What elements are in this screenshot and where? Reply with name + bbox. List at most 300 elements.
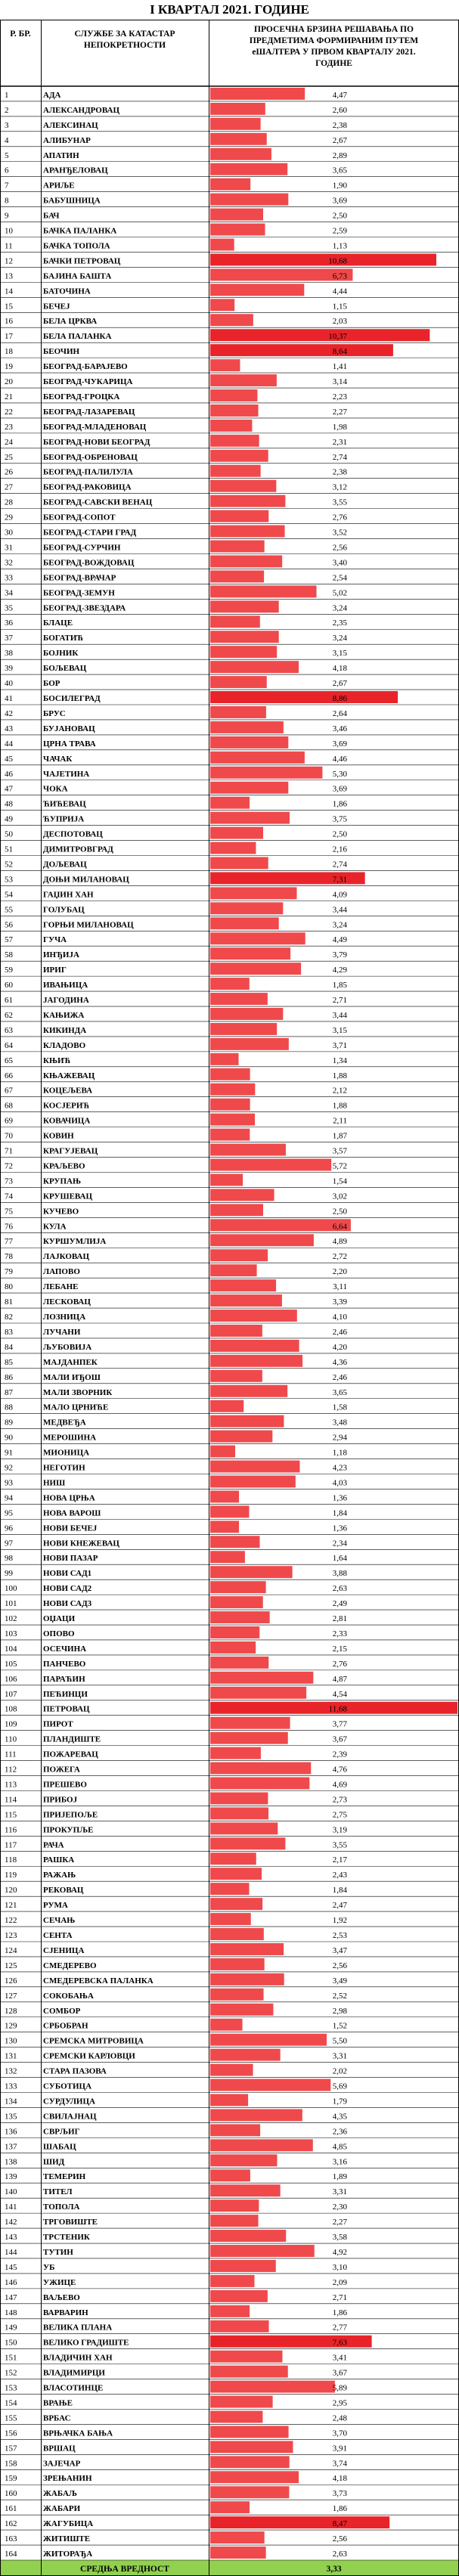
row-number: 137: [5, 2142, 17, 2152]
row-service-name: ТУТИН: [43, 2247, 73, 2257]
row-service-name: ЖАБАРИ: [43, 2504, 81, 2514]
bar: [210, 917, 279, 929]
row-number: 92: [5, 1463, 13, 1473]
row-service-name: ПАНЧЕВО: [43, 1659, 86, 1669]
bar: [210, 585, 317, 597]
data-label: 3,65: [332, 1387, 347, 1397]
row-service-name: НЕГОТИН: [43, 1463, 85, 1473]
footer-background: [0, 2560, 459, 2576]
data-label: 2,50: [332, 1207, 347, 1217]
data-label: 2,50: [332, 829, 347, 839]
row-service-name: ГУЧА: [43, 935, 67, 945]
row-number: 37: [5, 634, 13, 643]
row-service-name: СРБОБРАН: [43, 2021, 88, 2031]
row-service-name: НОВИ САД1: [43, 1569, 92, 1579]
row-number: 82: [5, 1313, 13, 1322]
data-label: 4,18: [332, 664, 347, 674]
bar: [210, 721, 284, 733]
data-label: 3,16: [332, 2157, 347, 2167]
row-number: 13: [5, 271, 13, 281]
data-label: 2,77: [332, 2323, 347, 2333]
bar: [210, 767, 322, 779]
bar: [210, 2004, 273, 2016]
header-speed: ГОДИНЕ: [315, 59, 352, 68]
data-label: 1,85: [332, 981, 347, 990]
row-number: 138: [5, 2157, 17, 2167]
bar: [210, 842, 256, 854]
bar: [210, 359, 240, 371]
bar: [210, 1687, 306, 1699]
row-service-name: КРАЉЕВО: [43, 1161, 85, 1171]
row-service-name: ПЕТРОВАЦ: [43, 1704, 90, 1714]
data-label: 3,47: [332, 1945, 347, 1955]
row-number: 111: [5, 1750, 17, 1759]
row-service-name: ДОЉЕВАЦ: [43, 860, 87, 870]
row-number: 131: [5, 2051, 17, 2061]
data-label: 4,44: [332, 287, 347, 296]
row-service-name: КУЛА: [43, 1222, 67, 1232]
bar: [210, 133, 267, 145]
bar: [210, 1551, 245, 1563]
row-number: 125: [5, 1961, 17, 1970]
row-number: 143: [5, 2233, 17, 2243]
row-number: 153: [5, 2383, 17, 2393]
row-number: 162: [5, 2519, 17, 2529]
bar: [210, 1581, 266, 1593]
data-label: 1,18: [332, 1448, 347, 1458]
row-service-name: МАЈДАНПЕК: [43, 1357, 98, 1367]
bar: [210, 1732, 288, 1744]
row-number: 33: [5, 573, 13, 583]
bar: [210, 902, 283, 914]
row-number: 164: [5, 2550, 17, 2559]
row-service-name: МЕРОШИНА: [43, 1433, 97, 1443]
bar: [210, 600, 279, 612]
bar: [210, 2184, 281, 2196]
bar: [210, 2215, 259, 2227]
data-label: 2,60: [332, 105, 347, 115]
row-number: 39: [5, 664, 13, 674]
row-service-name: АРИЉЕ: [43, 181, 75, 191]
row-number: 60: [5, 981, 13, 990]
row-number: 105: [5, 1659, 17, 1669]
data-label: 2,56: [332, 1961, 347, 1970]
row-number: 161: [5, 2504, 17, 2514]
row-number: 147: [5, 2292, 17, 2302]
row-service-name: АДА: [43, 90, 61, 100]
data-label: 4,85: [332, 2142, 347, 2152]
row-service-name: ЖАБАЉ: [43, 2489, 77, 2499]
bar: [210, 555, 282, 567]
data-label: 2,46: [332, 1372, 347, 1382]
data-label: 3,49: [332, 1976, 347, 1985]
row-number: 73: [5, 1176, 13, 1186]
row-number: 152: [5, 2368, 17, 2378]
row-number: 86: [5, 1372, 13, 1382]
data-label: 2,63: [332, 1584, 347, 1594]
row-service-name: ВАЉЕВО: [43, 2292, 80, 2302]
row-service-name: БАЧ: [43, 211, 60, 221]
row-number: 97: [5, 1539, 13, 1548]
row-service-name: БЕОГРАД-ВОЖДОВАЦ: [43, 558, 135, 568]
bar: [210, 1173, 243, 1186]
data-label: 4,36: [332, 1357, 347, 1367]
bar: [210, 194, 288, 206]
row-service-name: ШИД: [43, 2157, 65, 2167]
bar: [210, 2169, 250, 2181]
row-service-name: БЛАЦЕ: [43, 618, 73, 628]
row-number: 83: [5, 1327, 13, 1337]
bar: [210, 1370, 262, 1382]
row-number: 74: [5, 1192, 13, 1201]
row-number: 32: [5, 558, 13, 568]
data-label: 4,10: [332, 1313, 347, 1322]
data-label: 3,65: [332, 166, 347, 175]
data-label: 8,86: [332, 694, 347, 703]
data-label: 2,49: [332, 1599, 347, 1609]
data-label: 5,89: [332, 2383, 347, 2393]
data-label: 2,09: [332, 2277, 347, 2287]
row-number: 71: [5, 1146, 13, 1156]
bar: [210, 2245, 315, 2257]
data-label: 2,12: [332, 1086, 347, 1096]
row-service-name: БАЧКА ТОПОЛА: [43, 241, 110, 251]
bar: [210, 978, 250, 990]
row-service-name: ПЛАНДИШТЕ: [43, 1734, 101, 1744]
bar: [210, 284, 304, 296]
bar: [210, 103, 265, 115]
row-number: 118: [5, 1855, 17, 1865]
data-label: 2,73: [332, 1795, 347, 1805]
data-label: 4,92: [332, 2247, 347, 2257]
row-service-name: БАБУШНИЦА: [43, 196, 101, 206]
row-service-name: ВРШАЦ: [43, 2444, 76, 2454]
data-label: 1,64: [332, 1554, 347, 1564]
bar: [210, 1249, 268, 1261]
row-service-name: БАЧКИ ПЕТРОВАЦ: [43, 256, 121, 266]
data-label: 3,69: [332, 739, 347, 749]
row-service-name: СОМБОР: [43, 2006, 81, 2016]
data-label: 1,84: [332, 1508, 347, 1518]
row-service-name: ЛАЈКОВАЦ: [43, 1252, 90, 1262]
row-service-name: ВАРВАРИН: [43, 2308, 88, 2317]
row-number: 150: [5, 2338, 17, 2348]
data-label: 2,35: [332, 618, 347, 628]
bar: [210, 1943, 284, 1955]
data-label: 1,34: [332, 1056, 347, 1065]
data-label: 3,69: [332, 196, 347, 206]
data-label: 6,73: [332, 271, 347, 281]
data-label: 2,56: [332, 543, 347, 553]
data-label: 2,47: [332, 1901, 347, 1911]
row-number: 29: [5, 513, 13, 522]
row-service-name: РАЖАЊ: [43, 1871, 76, 1880]
bar: [210, 993, 268, 1005]
bar: [210, 963, 301, 975]
data-label: 4,03: [332, 1478, 347, 1488]
row-service-name: АРАНЂЕЛОВАЦ: [43, 166, 108, 175]
bar: [210, 1023, 277, 1035]
row-number: 163: [5, 2534, 17, 2544]
data-label: 2,43: [332, 1871, 347, 1880]
row-number: 133: [5, 2082, 17, 2091]
row-service-name: КРУШЕВАЦ: [43, 1192, 93, 1201]
row-number: 121: [5, 1901, 17, 1911]
row-number: 102: [5, 1614, 17, 1624]
row-service-name: БЕОГРАД-СОПОТ: [43, 513, 116, 522]
row-number: 43: [5, 724, 13, 733]
row-service-name: БАЈИНА БАШТА: [43, 271, 112, 281]
data-label: 4,18: [332, 2474, 347, 2484]
header-number: Р. БР.: [10, 29, 31, 39]
data-label: 2,48: [332, 2413, 347, 2423]
row-service-name: БЕОГРАД-НОВИ БЕОГРАД: [43, 437, 150, 447]
row-number: 15: [5, 302, 13, 312]
bar: [210, 2109, 302, 2121]
row-number: 114: [5, 1795, 17, 1805]
row-service-name: ЋИЋЕВАЦ: [43, 799, 86, 809]
data-label: 7,63: [332, 2338, 347, 2348]
row-service-name: МИОНИЦА: [43, 1448, 90, 1458]
bar: [210, 857, 268, 870]
data-label: 1,98: [332, 422, 347, 432]
bar: [210, 2351, 282, 2363]
data-label: 3,24: [332, 920, 347, 930]
data-label: 3,77: [332, 1719, 347, 1729]
header-speed: еШАЛТЕРА У ПРВОМ КВАРТАЛУ 2021.: [252, 48, 416, 57]
row-service-name: АЛЕКСАНДРОВАЦ: [43, 105, 119, 115]
row-service-name: АЛИБУНАР: [43, 135, 91, 145]
data-label: 3,24: [332, 603, 347, 613]
bar: [210, 615, 260, 628]
row-service-name: СУБОТИЦА: [43, 2082, 92, 2091]
bar: [210, 1958, 265, 1970]
row-number: 18: [5, 347, 13, 357]
row-number: 55: [5, 905, 13, 915]
data-label: 2,38: [332, 120, 347, 130]
row-number: 9: [5, 211, 9, 221]
data-label: 3,24: [332, 634, 347, 643]
row-number: 50: [5, 829, 13, 839]
row-number: 56: [5, 920, 13, 930]
bar: [210, 510, 268, 522]
row-service-name: БЕОГРАД-ВРАЧАР: [43, 573, 116, 583]
row-number: 45: [5, 754, 13, 764]
row-service-name: РАЧА: [43, 1840, 64, 1850]
row-service-name: РАШКА: [43, 1855, 75, 1865]
row-service-name: ЗАЈЕЧАР: [43, 2459, 81, 2469]
row-number: 1: [5, 90, 9, 100]
data-label: 2,76: [332, 1659, 347, 1669]
data-label: 2,81: [332, 1614, 347, 1624]
data-label: 3,44: [332, 1010, 347, 1020]
row-service-name: БЕОЧИН: [43, 347, 80, 357]
bar: [210, 2199, 259, 2212]
bar: [210, 691, 398, 703]
row-number: 11: [5, 241, 13, 251]
data-label: 3,71: [332, 1040, 347, 1050]
header-service: НЕПОКРЕТНОСТИ: [83, 41, 166, 50]
row-service-name: ПРОКУПЉЕ: [43, 1825, 94, 1835]
data-label: 2,33: [332, 1629, 347, 1638]
row-service-name: КИКИНДА: [43, 1025, 87, 1035]
data-label: 1,86: [332, 2504, 347, 2514]
bar: [210, 1053, 239, 1065]
data-label: 1,36: [332, 1493, 347, 1503]
bar: [210, 2501, 250, 2513]
row-service-name: МЕДВЕЂА: [43, 1418, 86, 1427]
bar: [210, 1520, 239, 1533]
row-service-name: ТИТЕЛ: [43, 2187, 73, 2197]
data-label: 2,23: [332, 392, 347, 401]
row-number: 14: [5, 287, 13, 296]
row-number: 4: [5, 135, 9, 145]
data-label: 3,91: [332, 2444, 347, 2454]
row-number: 96: [5, 1524, 13, 1533]
bar: [210, 1385, 287, 1397]
row-service-name: ПИРОТ: [43, 1719, 73, 1729]
data-label: 3,55: [332, 1840, 347, 1850]
row-number: 10: [5, 226, 13, 236]
row-service-name: СРЕМСКА МИТРОВИЦА: [43, 2036, 144, 2046]
bar: [210, 1114, 255, 1126]
bar: [210, 1400, 243, 1412]
row-service-name: ЛЕСКОВАЦ: [43, 1297, 91, 1307]
data-label: 1,90: [332, 181, 347, 191]
bar: [210, 2366, 288, 2378]
row-service-name: ВЛАДИЧИН ХАН: [43, 2353, 113, 2363]
bar: [210, 1505, 250, 1517]
row-service-name: КРУПАЊ: [43, 1176, 82, 1186]
row-number: 144: [5, 2247, 17, 2257]
data-label: 2,54: [332, 573, 347, 583]
bar: [210, 1762, 311, 1775]
footer-value: 3,33: [326, 2565, 342, 2574]
row-service-name: ТРГОВИШТЕ: [43, 2218, 98, 2227]
bar: [210, 118, 261, 130]
row-number: 68: [5, 1101, 13, 1111]
bar: [210, 2381, 335, 2393]
bar: [210, 1807, 268, 1819]
row-number: 28: [5, 498, 13, 507]
row-service-name: СЕНТА: [43, 1931, 73, 1940]
bar: [210, 1083, 255, 1096]
row-service-name: БУЈАНОВАЦ: [43, 724, 95, 733]
bar: [210, 450, 268, 462]
row-number: 87: [5, 1387, 13, 1397]
data-label: 2,76: [332, 513, 347, 522]
data-label: 3,44: [332, 905, 347, 915]
data-label: 1,58: [332, 1403, 347, 1412]
bar: [210, 1099, 250, 1111]
bar: [210, 1989, 264, 2001]
bar: [210, 314, 253, 326]
row-number: 81: [5, 1297, 13, 1307]
row-number: 49: [5, 814, 13, 824]
row-number: 64: [5, 1040, 13, 1050]
data-label: 2,31: [332, 437, 347, 447]
row-service-name: СВИЛАЈНАЦ: [43, 2112, 97, 2122]
row-number: 70: [5, 1131, 13, 1141]
row-service-name: СВРЉИГ: [43, 2127, 80, 2137]
bar: [210, 1778, 309, 1790]
data-label: 2,56: [332, 2534, 347, 2544]
row-number: 25: [5, 452, 13, 462]
bar: [210, 1747, 261, 1759]
row-number: 41: [5, 694, 13, 703]
data-label: 3,70: [332, 2429, 347, 2438]
data-label: 3,57: [332, 1146, 347, 1156]
bar: [210, 706, 266, 718]
row-service-name: ВРАЊЕ: [43, 2398, 73, 2408]
data-label: 1,92: [332, 1916, 347, 1926]
row-number: 95: [5, 1508, 13, 1518]
data-label: 3,12: [332, 482, 347, 492]
bar: [210, 1008, 283, 1020]
bar: [210, 1641, 256, 1654]
data-label: 3,58: [332, 2233, 347, 2243]
row-number: 80: [5, 1282, 13, 1292]
row-number: 30: [5, 528, 13, 538]
row-service-name: ЖАГУБИЦА: [43, 2519, 94, 2529]
row-service-name: ЈАГОДИНА: [43, 996, 89, 1006]
header-service: СЛУЖБЕ ЗА КАТАСТАР: [74, 29, 175, 39]
row-number: 42: [5, 708, 13, 718]
bar: [210, 465, 261, 477]
row-number: 36: [5, 618, 13, 628]
bar: [210, 1973, 284, 1985]
data-label: 2,27: [332, 2218, 347, 2227]
header-speed: ПРЕДМЕТИМА ФОРМИРАНИМ ПУТЕМ: [249, 36, 419, 45]
bar: [210, 253, 436, 265]
row-number: 16: [5, 317, 13, 327]
bar: [210, 752, 305, 764]
row-number: 17: [5, 332, 13, 342]
bar: [210, 782, 288, 794]
data-label: 7,31: [332, 875, 347, 885]
data-label: 2,53: [332, 1931, 347, 1940]
bar: [210, 2471, 299, 2483]
bar: [210, 1294, 282, 1307]
bar: [210, 1611, 270, 1623]
bar: [210, 1657, 268, 1669]
row-number: 91: [5, 1448, 13, 1458]
row-service-name: ПЕЋИНЦИ: [43, 1689, 88, 1699]
row-number: 139: [5, 2172, 17, 2182]
row-number: 52: [5, 860, 13, 870]
row-service-name: АПАТИН: [43, 150, 79, 160]
bar: [210, 2230, 286, 2242]
row-service-name: ПРЕШЕВО: [43, 1780, 87, 1790]
data-label: 3,19: [332, 1825, 347, 1835]
row-service-name: КЊИЋ: [43, 1056, 71, 1065]
row-service-name: ДЕСПОТОВАЦ: [43, 829, 103, 839]
row-number: 7: [5, 181, 9, 191]
row-service-name: УБ: [43, 2262, 55, 2272]
data-label: 3,31: [332, 2051, 347, 2061]
row-service-name: БОЉЕВАЦ: [43, 664, 87, 674]
data-label: 2,36: [332, 2127, 347, 2137]
bar: [210, 932, 305, 944]
row-number: 155: [5, 2413, 17, 2423]
bar: [210, 2079, 330, 2091]
row-number: 26: [5, 467, 13, 477]
data-label: 5,50: [332, 2036, 347, 2046]
data-label: 3,46: [332, 724, 347, 733]
bar: [210, 1219, 351, 1231]
row-number: 79: [5, 1267, 13, 1277]
row-service-name: БЕОГРАД-ЗЕМУН: [43, 588, 115, 598]
